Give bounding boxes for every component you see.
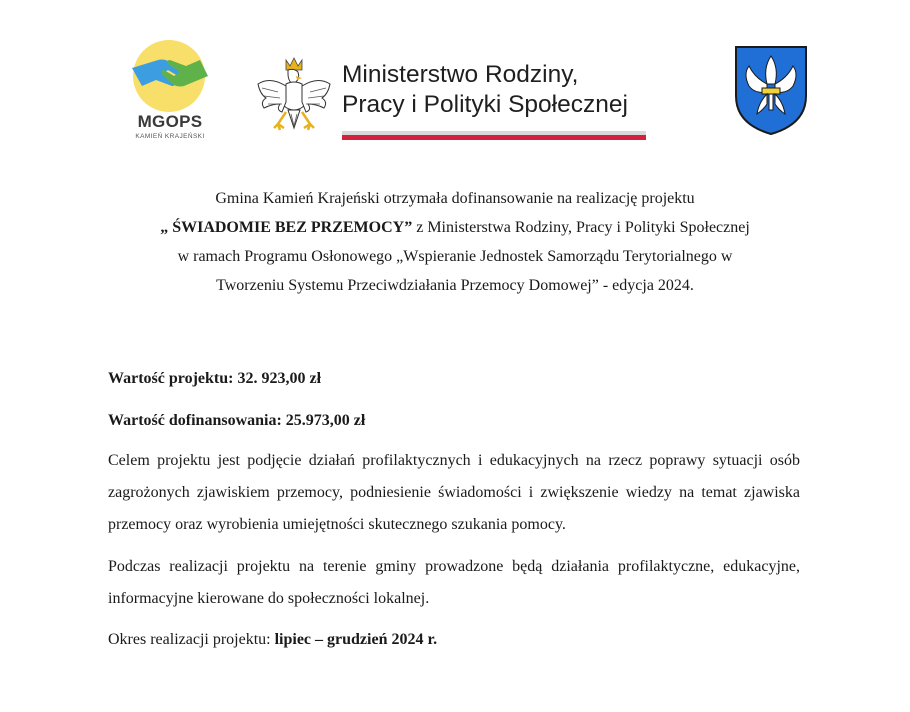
announcement-line-3 <box>100 242 810 271</box>
fleur-de-lis-coat-of-arms-icon <box>733 44 809 137</box>
project-period <box>108 629 800 651</box>
mgops-logo <box>128 40 212 140</box>
project-goal-paragraph: Celem projektu jest podjęcie działań profilaktycznych i edukacyjnych na rzecz poprawy sytuacji osób zagrożonych zjawiskiem przemocy, podniesienie świadomości i zwiększenie wiedzy na temat zjawiska przemocy oraz wyrobienia umiejętności skutecznego szukania pomocy. <box>108 452 800 533</box>
mgops-subtitle: KAMIEŃ KRAJEŃSKI <box>135 133 205 140</box>
edition-year: - edycja 2024. <box>598 277 694 294</box>
announcement-text-4: Tworzeniu Systemu Przeciwdziałania Przemocy Domowej” <box>216 277 599 294</box>
white-eagle-emblem-icon <box>252 54 336 142</box>
hands-icon <box>128 46 212 110</box>
project-details <box>108 368 800 651</box>
announcement-line-2 <box>100 213 810 242</box>
ministry-line-1: Ministerstwo Rodziny, <box>342 61 579 88</box>
mgops-name: MGOPS <box>137 112 203 131</box>
ministry-line-2: Pracy i Polityki Społecznej <box>342 91 628 118</box>
project-announcement <box>100 184 810 300</box>
period-label: Okres realizacji projektu: <box>108 631 275 648</box>
announcement-line-1 <box>100 184 810 213</box>
announcement-text-3: w ramach Programu Osłonowego „Wspieranie Jednostek Samorządu Terytorialnego w <box>177 248 733 265</box>
project-title: „ ŚWIADOMIE BEZ PRZEMOCY” <box>160 219 413 236</box>
period-value: lipiec – grudzień 2024 r. <box>274 631 438 648</box>
ministry-name <box>342 60 662 120</box>
announcement-text-1: Gmina Kamień Krajeński otrzymała dofinansowanie na realizację projektu <box>215 190 695 207</box>
project-value: Wartość projektu: 32. 923,00 zł <box>108 370 322 387</box>
funding-value: Wartość dofinansowania: 25.973,00 zł <box>108 412 366 429</box>
project-activities-paragraph: Podczas realizacji projektu na terenie gminy prowadzone będą działania profilaktyczne, edukacyjne, informacyjne kierowane do społeczności lokalnej. <box>108 558 800 607</box>
flag-bar <box>342 131 646 141</box>
announcement-line-4 <box>100 271 810 300</box>
flag-red-stripe <box>342 135 646 140</box>
announcement-text-2: z Ministerstwa Rodziny, Pracy i Polityki Społecznej <box>412 219 750 236</box>
